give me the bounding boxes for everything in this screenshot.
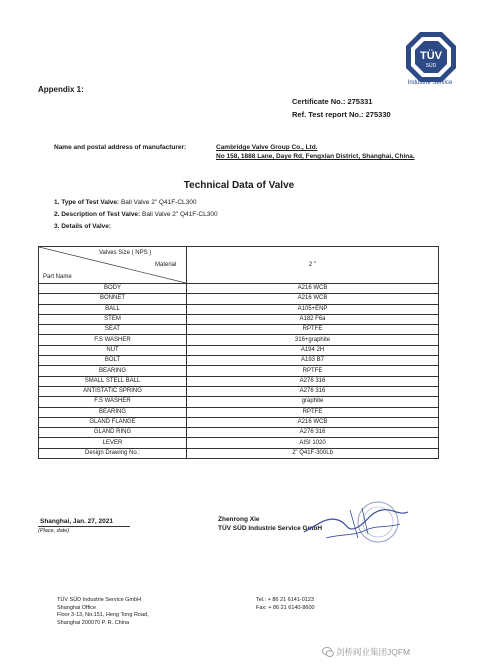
material-cell: 316+graphite [187, 335, 439, 345]
technical-data-body [39, 247, 439, 459]
part-name-cell: BONNET [39, 294, 187, 304]
table-row [39, 294, 439, 304]
part-name-cell: BALL [39, 304, 187, 314]
table-row [39, 386, 439, 396]
material-cell: AISI 1020 [187, 438, 439, 448]
table-header-row [39, 247, 439, 284]
item-details-label: 3. Details of Valve: [54, 223, 112, 230]
material-cell: A276 316 [187, 386, 439, 396]
table-row [39, 428, 439, 438]
part-name-cell: GLAND RING [39, 428, 187, 438]
part-name-cell: SMALL STELL BALL [39, 376, 187, 386]
place-date: Shanghai, Jan. 27, 2021 [40, 518, 113, 525]
part-name-cell: STEM [39, 314, 187, 324]
footer-left-line: Floor 3-13, No.151, Heng Tong Road, [57, 612, 149, 619]
certificate-label: Certificate No.: [292, 97, 346, 106]
signer-name: Zhenrong Xie [218, 516, 260, 523]
place-rule [38, 526, 130, 527]
table-row [39, 448, 439, 458]
table-row [39, 345, 439, 355]
table-row [39, 438, 439, 448]
material-cell: A105+ENP [187, 304, 439, 314]
part-name-cell: BOLT [39, 356, 187, 366]
material-cell: graphite [187, 397, 439, 407]
tuv-logo [404, 30, 458, 84]
material-cell: RPTFE [187, 407, 439, 417]
header-size-value: 2 " [187, 247, 439, 284]
report-label: Ref. Test report No.: [292, 110, 364, 119]
part-name-cell: BEARING [39, 366, 187, 376]
material-cell: 2" Q41F-300Lb [187, 448, 439, 458]
header-material-label: Material [155, 262, 177, 268]
material-cell: A216 WCB [187, 417, 439, 427]
material-cell: A216 WCB [187, 294, 439, 304]
footer-phone: Tel.: + 86 21 6141-0123 [256, 597, 314, 603]
material-cell: RPTFE [187, 325, 439, 335]
logo-mark-sub: SÜD [425, 63, 437, 69]
report-number: 275330 [365, 110, 391, 119]
technical-data-table [38, 246, 439, 459]
handwritten-signature-and-stamp [296, 498, 416, 554]
certificate-number: 275331 [347, 97, 373, 106]
table-row [39, 356, 439, 366]
footer-address [57, 597, 149, 627]
part-name-cell: Design Drawing No.: [39, 448, 187, 458]
manufacturer-label: Name and postal address of manufacturer: [54, 144, 187, 151]
header-size-label: Valves Size ( NPS ) [99, 250, 152, 256]
item-type [54, 199, 197, 206]
header-part-label: Part Name [43, 274, 72, 280]
appendix-heading: Appendix 1: [38, 85, 84, 94]
part-name-cell: BODY [39, 284, 187, 294]
material-cell: A194 2H [187, 345, 439, 355]
table-row [39, 335, 439, 345]
item-description-value: Ball Valve 2" Q41F-CL300 [142, 211, 218, 218]
table-row [39, 376, 439, 386]
part-name-cell: LEVER [39, 438, 187, 448]
certificate-line [292, 97, 372, 106]
table-row [39, 407, 439, 417]
table-row [39, 397, 439, 407]
table-row [39, 284, 439, 294]
footer-contact [256, 597, 315, 612]
footer-left-line: TÜV SÜD Industrie Service GmbH [57, 597, 142, 603]
wechat-icon [322, 646, 334, 658]
table-row [39, 325, 439, 335]
logo-caption: Industrie Service [407, 80, 453, 86]
part-name-cell: SEAT [39, 325, 187, 335]
material-cell: A216 WCB [187, 284, 439, 294]
material-cell: A276 316 [187, 428, 439, 438]
report-line [292, 110, 391, 119]
item-details [54, 223, 111, 230]
part-name-cell: ANTISTATIC SPRING [39, 386, 187, 396]
logo-mark: TÜV [420, 50, 442, 62]
footer-left-line: Shanghai Office [57, 604, 97, 611]
manufacturer-address: No 158, 1888 Lane, Daye Rd, Fengxian District, Shanghai, China. [216, 153, 415, 160]
material-cell: A182 F6a [187, 314, 439, 324]
document-title: Technical Data of Valve [183, 180, 295, 191]
part-name-cell: F.S WASHER [39, 397, 187, 407]
table-row [39, 304, 439, 314]
material-cell: A276 316 [187, 376, 439, 386]
part-name-cell: BEARING [39, 407, 187, 417]
footer-fax: Fax: + 86 21 6140-8600 [256, 604, 315, 611]
footer-left-line: Shanghai 200070 P. R. China [57, 619, 130, 626]
place-label: (Place, date) [38, 528, 70, 534]
material-cell: A193 B7 [187, 356, 439, 366]
part-name-cell: GLAND FLANGE [39, 417, 187, 427]
watermark-text: 剑桥阀业集团JQFM [336, 647, 411, 657]
table-row [39, 314, 439, 324]
manufacturer-name: Cambridge Valve Group Co., Ltd. [216, 144, 318, 151]
item-type-value: Ball Valve 2" Q41F-CL300 [120, 199, 197, 206]
item-type-label: 1. Type of Test Valve: [54, 199, 120, 206]
item-description [54, 211, 218, 218]
part-name-cell: F.S WASHER [39, 335, 187, 345]
table-row [39, 366, 439, 376]
signer-company: TÜV SÜD Industrie Service GmbH [218, 525, 323, 532]
table-header-corner [39, 247, 187, 284]
material-cell: RPTFE [187, 366, 439, 376]
table-row [39, 417, 439, 427]
item-description-label: 2. Description of Test Valve: [54, 211, 141, 218]
part-name-cell: NUT [39, 345, 187, 355]
